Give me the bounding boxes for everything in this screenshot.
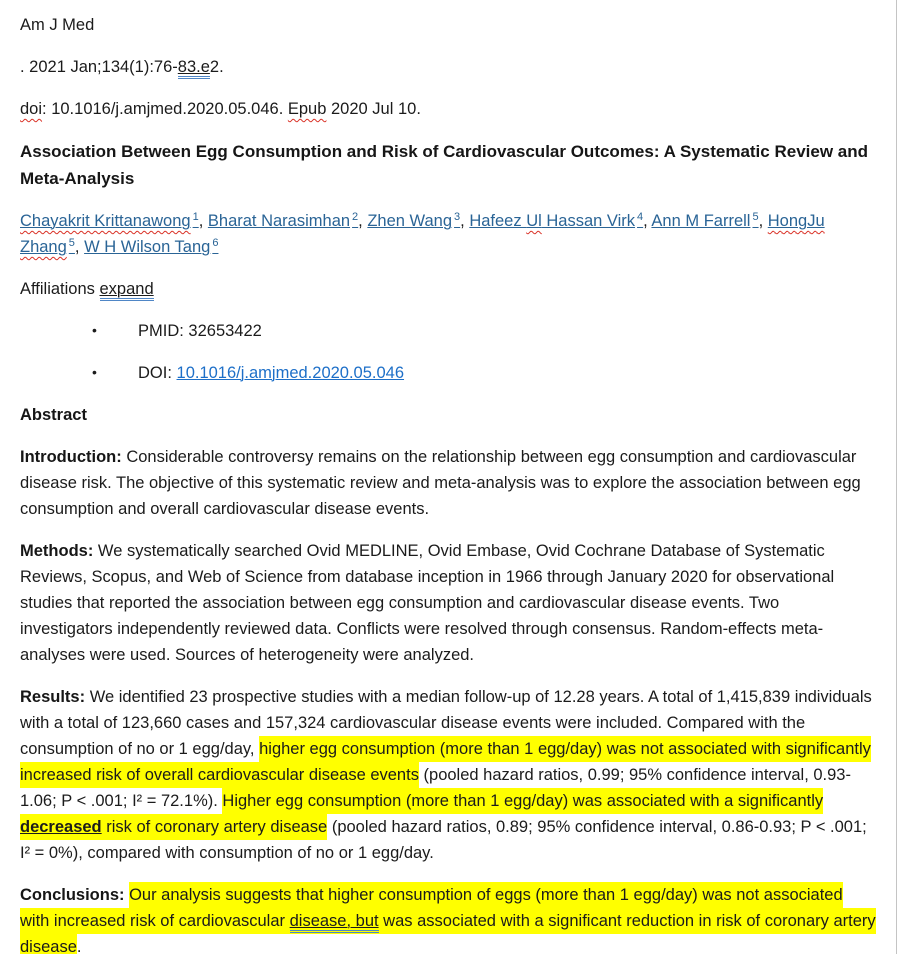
conclusions-tail: . bbox=[76, 938, 82, 954]
author-link-tang[interactable] bbox=[84, 238, 218, 256]
epub-word-spellflag: Epub bbox=[287, 100, 327, 118]
results-text: We identified 23 prospective studies with a median follow-up of 12.28 years. A total of 1,415,839 individuals with a total of 123,660 cases and 157,324 cardiovascular disease events were included. Compared with the consumption of no or 1 egg/day, bbox=[20, 688, 872, 758]
author-affiliation-sup: 1 bbox=[192, 210, 199, 223]
author-affiliation-sup: 5 bbox=[752, 210, 759, 223]
citation-grammar-flag: 83.e bbox=[178, 58, 210, 79]
epub-date: 2020 Jul 10. bbox=[326, 100, 421, 118]
introduction-text: Considerable controversy remains on the relationship between egg consumption and cardiovascular disease risk. The objective of this systematic review and meta-analysis was to explore the association between egg consumption and overall cardiovascular disease events. bbox=[20, 448, 861, 518]
doi-line bbox=[20, 96, 876, 122]
conclusions-paragraph bbox=[20, 882, 876, 954]
bullet-icon: • bbox=[92, 322, 97, 338]
pmid-item bbox=[20, 318, 876, 344]
citation-text: . 2021 Jan;134(1):76- bbox=[20, 58, 178, 76]
affiliations-line bbox=[20, 276, 876, 302]
doi-word-spellflag: doi bbox=[20, 100, 43, 118]
author-affiliation-sup: 2 bbox=[352, 210, 359, 223]
results-text: (pooled hazard ratios, 0.89; 95% confidence interval, 0.86-0.93; P < .001; I² = 0%), compared with consumption of no or 1 egg/day. bbox=[20, 818, 867, 862]
author-name-spellflag: Chayakrit Krittanawong bbox=[20, 212, 191, 230]
pmid-value: 32653422 bbox=[183, 322, 262, 340]
author-separator: , bbox=[358, 212, 368, 230]
results-paragraph bbox=[20, 684, 876, 866]
author-affiliation-sup: 6 bbox=[212, 236, 219, 249]
results-highlight-1: higher egg consumption (more than 1 egg/day) was not associated with significantly increased risk of overall cardiovascular disease events bbox=[20, 736, 871, 788]
results-label: Results: bbox=[20, 688, 86, 706]
journal-name: Am J Med bbox=[20, 16, 95, 34]
results-decreased-emphasis: decreased bbox=[20, 818, 102, 836]
author-name: Hafeez bbox=[469, 212, 527, 230]
conclusions-grammar-flag: disease, but bbox=[290, 912, 379, 933]
author-name: Ann M Farrell bbox=[651, 212, 751, 230]
author-link-narasimhan[interactable] bbox=[208, 212, 358, 230]
author-separator: , bbox=[74, 238, 85, 256]
conclusions-highlight-text: was associated with a significant reduction in risk of coronary artery disease bbox=[20, 912, 876, 954]
results-text: (pooled hazard ratios, 0.99; 95% confidence interval, 0.93-1.06; P < .001; I² = 72.1%). bbox=[20, 766, 851, 810]
author-name-spellflag: HongJu Zhang bbox=[20, 212, 825, 256]
article-title: Association Between Egg Consumption and Risk of Cardiovascular Outcomes: A Systematic Review and Meta-Analysis bbox=[20, 142, 868, 188]
pmid-label: PMID: bbox=[138, 322, 184, 340]
doi-item bbox=[20, 360, 876, 386]
introduction-paragraph bbox=[20, 444, 876, 522]
conclusions-highlight-text: Our analysis suggests that higher consumption of eggs (more than 1 egg/day) was not associated with increased risk of cardiovascular bbox=[20, 886, 843, 930]
author-name-spellflag: Ul bbox=[526, 212, 542, 230]
affiliations-expand-link[interactable]: expand bbox=[100, 280, 154, 301]
citation-text-tail: 2. bbox=[209, 58, 224, 76]
pmid-text bbox=[138, 318, 876, 344]
doi-value: : 10.1016/j.amjmed.2020.05.046. bbox=[42, 100, 288, 118]
methods-paragraph bbox=[20, 538, 876, 668]
introduction-label: Introduction: bbox=[20, 448, 122, 466]
window-edge-divider bbox=[896, 0, 897, 954]
author-link-krittanawong[interactable] bbox=[20, 212, 199, 230]
abstract-heading: Abstract bbox=[20, 406, 87, 424]
author-separator: , bbox=[758, 212, 768, 230]
methods-text: We systematically searched Ovid MEDLINE, Ovid Embase, Ovid Cochrane Database of Systematic Reviews, Scopus, and Web of Science from database inception in 1966 through January 2020 for observational studies that reported the association between egg consumption and cardiovascular disease events. Two investigators independently reviewed data. Conflicts were resolved through consensus. Random-effects meta-analyses were used. Sources of heterogeneity were analyzed. bbox=[20, 542, 835, 664]
conclusions-label: Conclusions: bbox=[20, 886, 130, 904]
affiliations-label: Affiliations bbox=[20, 280, 100, 298]
author-link-farrell[interactable] bbox=[651, 212, 758, 230]
doi-label: DOI: bbox=[138, 364, 177, 382]
author-name: Bharat Narasimhan bbox=[207, 212, 351, 230]
author-link-wang[interactable] bbox=[367, 212, 460, 230]
doi-link[interactable]: 10.1016/j.amjmed.2020.05.046 bbox=[176, 364, 405, 382]
author-separator: , bbox=[460, 212, 470, 230]
identifier-list bbox=[20, 318, 876, 386]
author-affiliation-sup: 3 bbox=[454, 210, 461, 223]
author-name: Zhen Wang bbox=[367, 212, 453, 230]
author-affiliation-sup: 4 bbox=[637, 210, 644, 223]
author-affiliation-sup: 5 bbox=[68, 236, 75, 249]
results-highlight-text: risk of coronary artery disease bbox=[101, 818, 328, 836]
author-separator: , bbox=[643, 212, 652, 230]
bullet-icon: • bbox=[92, 364, 97, 380]
citation-line bbox=[20, 54, 876, 80]
author-separator: , bbox=[198, 212, 208, 230]
author-name: W H Wilson Tang bbox=[84, 238, 211, 256]
author-list bbox=[20, 208, 876, 260]
author-link-virk[interactable] bbox=[469, 212, 643, 230]
doi-text bbox=[138, 360, 876, 386]
conclusions-highlight bbox=[20, 882, 876, 954]
author-name: Hassan Virk bbox=[541, 212, 636, 230]
results-highlight-text: Higher egg consumption (more than 1 egg/day) was associated with a significantly bbox=[222, 792, 824, 810]
methods-label: Methods: bbox=[20, 542, 94, 560]
